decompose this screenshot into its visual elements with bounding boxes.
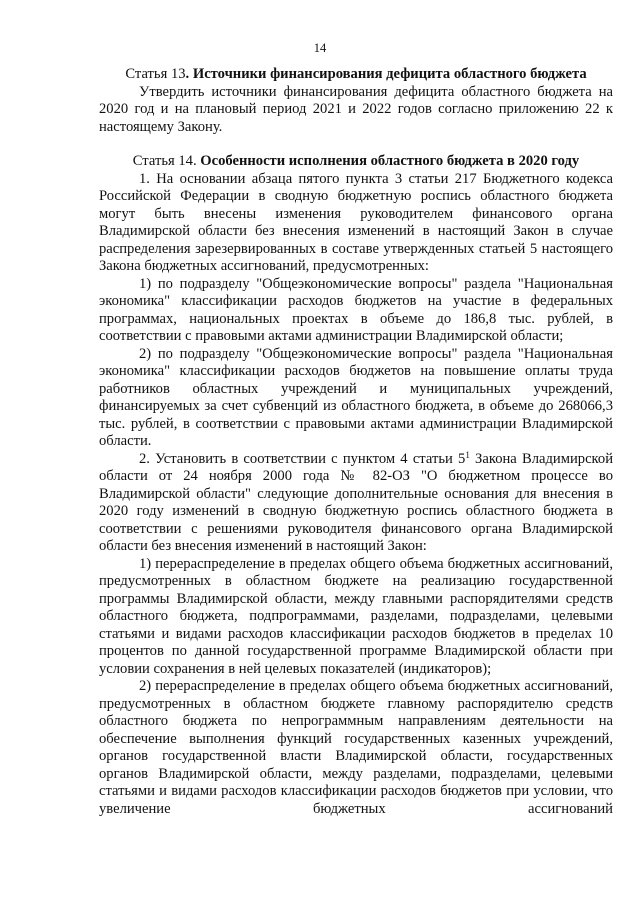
article-14-item-1-2: 2) по подразделу "Общеэкономические вопросы" раздела "Национальная экономика" классификации расходов бюджетов на повышение оплаты труда работников областных учреждений и муниципальных учреждений, финансируемых за счет субвенций из областного бюджета, в объеме до 268066,3 тыс. рублей, в соответствии с правовыми актами администрации Владимирской области.: [99, 345, 613, 449]
article-13-text: Утвердить источники финансирования дефицита областного бюджета на 2020 год и на плановый период 2021 и 2022 годов согласно приложению 22 к настоящему Закону.: [99, 83, 613, 135]
article-13-title: . Источники финансирования дефицита областного бюджета: [185, 66, 587, 82]
article-14-item-1-1: 1) по подразделу "Общеэкономические вопросы" раздела "Национальная экономика" классификации расходов бюджетов на участие в федеральных программах, национальных проектах в объеме до 186,8 тыс. рублей, в соответствии с правовыми актами администрации Владимирской области;: [99, 275, 613, 344]
article-14-title: Особенности исполнения областного бюджета в 2020 году: [200, 153, 580, 169]
article-14-item-2-1: 1) перераспределение в пределах общего объема бюджетных ассигнований, предусмотренных в областном бюджете на реализацию государственной программы Владимирской области, между главными распорядителями средств областного бюджета, подпрограммами, разделами, подразделами, целевыми статьями и видами расходов классификации расходов бюджетов в пределах 10 процентов по данной государственной программе Владимирской области при условии сохранения в ней целевых показателей (индикаторов);: [99, 555, 613, 677]
article-14-prefix: Статья 14.: [132, 153, 201, 169]
article-13-prefix: Статья 13: [125, 66, 186, 82]
article-14-paragraph-1: 1. На основании абзаца пятого пункта 3 статьи 217 Бюджетного кодекса Российской Федерации в сводную бюджетную роспись областного бюджета могут быть внесены изменения руководителем финансового органа Владимирской области без внесения изменений в настоящий Закон в случае распределения зарезервированных в составе утвержденных статьей 5 настоящего Закона бюджетных ассигнований, предусмотренных:: [99, 170, 613, 274]
page-number: 14: [313, 41, 327, 55]
article-14-item-2-2: 2) перераспределение в пределах общего объема бюджетных ассигнований, предусмотренных в областном бюджете главному распорядителю средств областного бюджета по непрограммным направлениям деятельности на обеспечение выполнения функций государственных казенных учреждений, органов государственной власти Владимирской области, государственных органов Владимирской области, между разделами, подразделами, целевыми статьями и видами расходов классификации расходов бюджетов при условии, что увеличение бюджетных ассигнований: [99, 678, 613, 817]
article-14-heading: [99, 153, 613, 171]
article-14-paragraph-2-start: 2. Установить в соответствии с пунктом 4 статьи 5: [139, 450, 466, 467]
article-14-paragraph-2-rest: Закона Владимирской области от 24 ноября 2000 года № 82-ОЗ "О бюджетном процессе во Владимирской области" следующие дополнительные основания для внесения в 2020 году изменений в сводную бюджетную роспись областного бюджета в соответствии с решениями руководителя финансового органа Владимирской области без внесения изменений в настоящий Закон:: [99, 450, 614, 554]
spacer: [99, 136, 613, 153]
superscript-1: 1: [465, 449, 470, 460]
article-14-paragraph-2: [99, 451, 613, 556]
article-13-heading: [99, 66, 613, 84]
document-body: [99, 66, 613, 818]
